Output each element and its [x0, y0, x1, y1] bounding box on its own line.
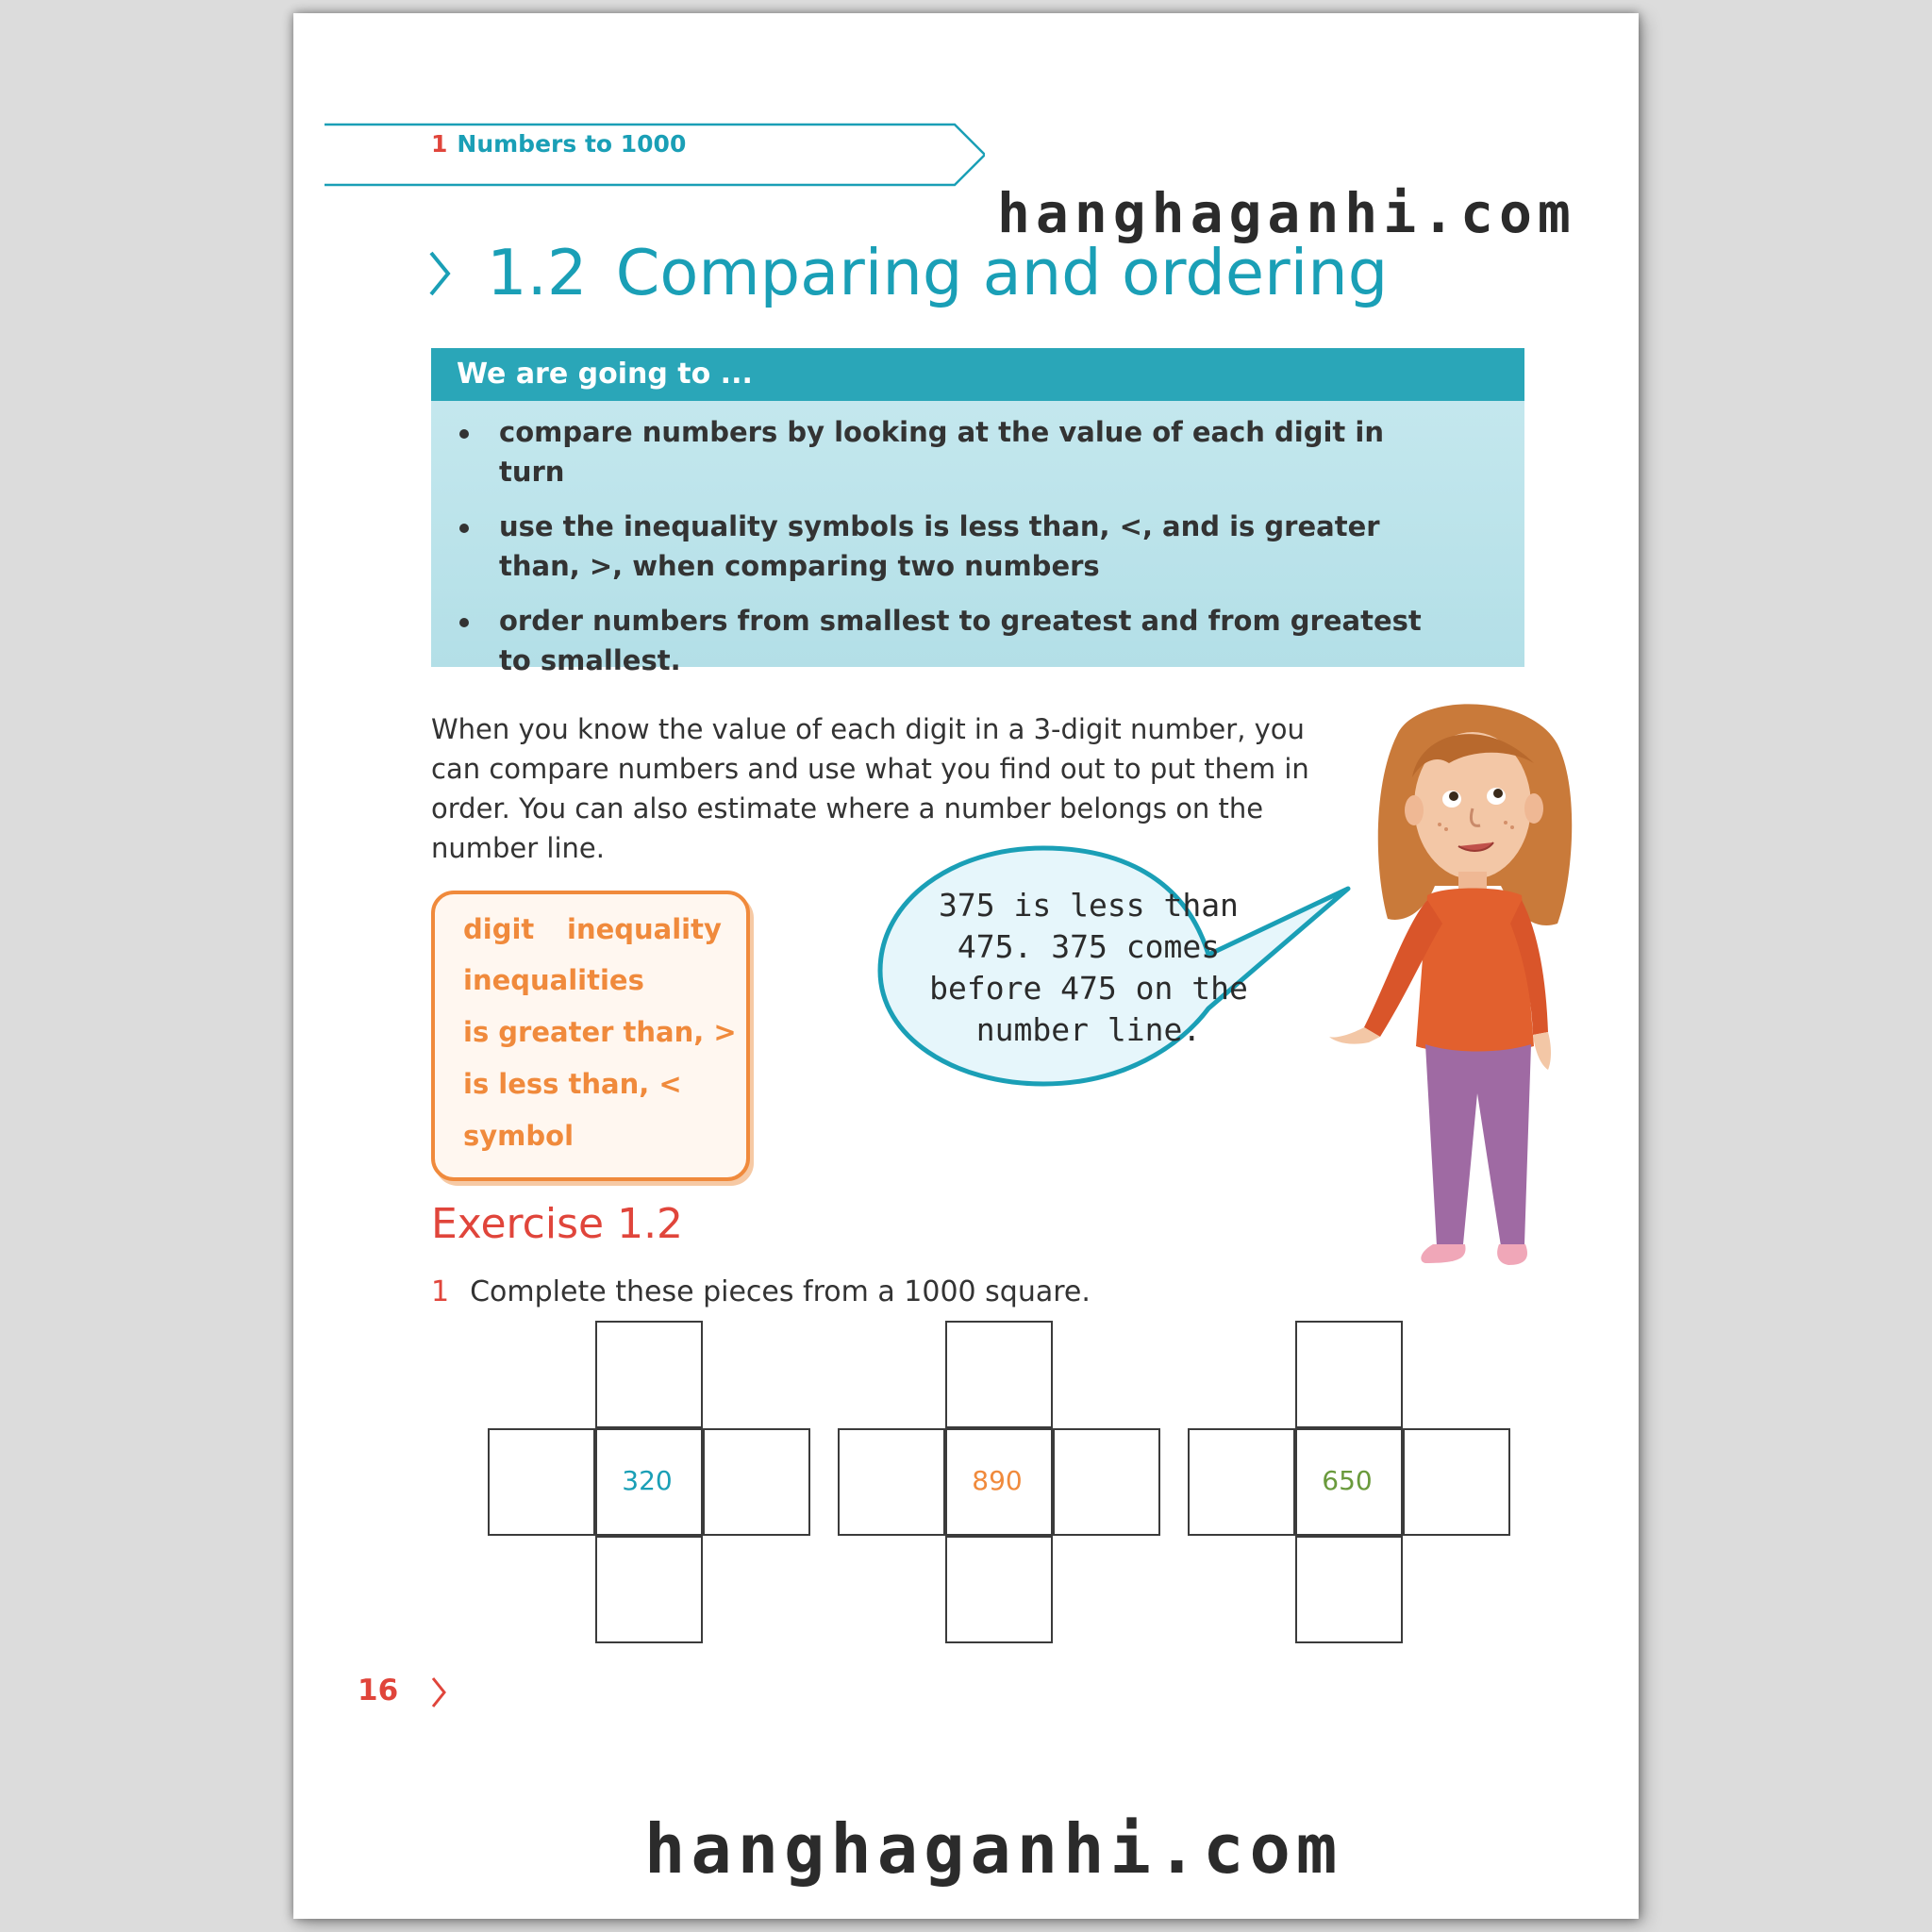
learning-goals-list — [431, 401, 1524, 680]
answer-cell-left[interactable] — [1188, 1428, 1295, 1536]
answer-cell-right[interactable] — [1403, 1428, 1510, 1536]
page-number: 16 — [358, 1674, 399, 1707]
square-piece-3 — [1188, 1321, 1507, 1640]
center-value: 890 — [972, 1464, 1023, 1496]
square-piece-2 — [838, 1321, 1157, 1640]
watermark-bottom: hanghaganhi.com — [644, 1809, 1343, 1889]
speech-bubble-text: 375 is less than 475. 375 comes before 475 on the number line. — [929, 887, 1248, 1048]
answer-cell-left[interactable] — [838, 1428, 945, 1536]
vocab-word: is greater than, > — [463, 1016, 737, 1048]
intro-paragraph: When you know the value of each digit in a 3-digit number, you can compare numbers and use what you find out to put them in order. You can also estimate where a number belongs on the number line. — [431, 713, 1309, 864]
answer-cell-bottom[interactable] — [595, 1536, 703, 1643]
vocab-word: inequality — [567, 913, 722, 945]
vocab-word: symbol — [463, 1120, 575, 1152]
center-value: 320 — [622, 1464, 673, 1496]
textbook-page — [293, 13, 1639, 1919]
vocab-word: inequalities — [463, 964, 644, 996]
answer-cell-top[interactable] — [1295, 1321, 1403, 1428]
answer-cell-left[interactable] — [488, 1428, 595, 1536]
learning-goal-item: use the inequality symbols is less than, <, and is greater than, >, when comparing two numbers — [431, 507, 1524, 586]
section-title — [487, 236, 1388, 309]
answer-cell-bottom[interactable] — [1295, 1536, 1403, 1643]
chapter-header — [431, 130, 686, 158]
exercise-title: Exercise 1.2 — [431, 1200, 684, 1248]
square-piece-1 — [488, 1321, 807, 1640]
learning-goals-heading: We are going to ... — [431, 348, 1524, 401]
chapter-number: 1 — [431, 130, 448, 158]
section-number: 1.2 — [487, 236, 588, 309]
learning-goal-item: compare numbers by looking at the value of each digit in turn — [431, 412, 1524, 491]
answer-cell-top[interactable] — [945, 1321, 1053, 1428]
girl-illustration — [1322, 697, 1605, 1301]
answer-cell-right[interactable] — [1053, 1428, 1160, 1536]
chapter-title: Numbers to 1000 — [457, 130, 687, 158]
question-text: Complete these pieces from a 1000 square. — [470, 1275, 1091, 1308]
center-value: 650 — [1322, 1464, 1373, 1496]
title-chevron-icon — [427, 249, 452, 298]
question-1 — [431, 1275, 1091, 1308]
section-title-text: Comparing and ordering — [615, 236, 1389, 309]
watermark-top: hanghaganhi.com — [997, 181, 1576, 245]
page-chevron-icon — [430, 1675, 447, 1709]
answer-cell-right[interactable] — [703, 1428, 810, 1536]
vocab-word: digit — [463, 913, 535, 945]
answer-cell-bottom[interactable] — [945, 1536, 1053, 1643]
question-number: 1 — [431, 1275, 450, 1308]
learning-goal-item: order numbers from smallest to greatest and from greatest to smallest. — [431, 601, 1524, 680]
vocabulary-box — [431, 891, 750, 1181]
learning-goals-box — [431, 348, 1524, 676]
answer-cell-top[interactable] — [595, 1321, 703, 1428]
vocab-word: is less than, < — [463, 1068, 682, 1100]
